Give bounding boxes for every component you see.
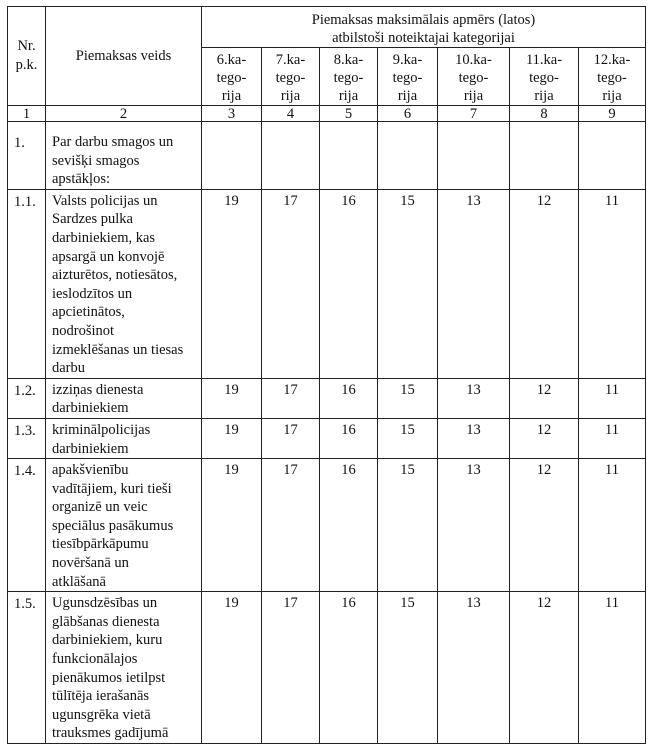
header-max-line-2: atbilstoši noteiktajai kategorijai [332,30,515,46]
value-cell: 13 [438,592,510,744]
value-cell: 19 [202,459,262,592]
value-cell: 19 [202,189,262,378]
row-number: 1.1. [8,189,46,378]
row-description: Par darbu smagos un sevišķi smagos apstākļos: [46,122,202,190]
value-cell: 12 [510,418,579,458]
value-cell: 16 [320,592,378,744]
row-number: 1.4. [8,459,46,592]
header-type-label: Piemaksas veids [75,47,172,64]
table-row [8,418,646,458]
allowance-table [7,6,646,744]
value-cell: 11 [579,189,646,378]
header-max-amount [202,7,646,48]
value-cell: 13 [438,189,510,378]
row-number: 1.2. [8,378,46,418]
table-row [8,122,646,190]
row-number: 1.5. [8,592,46,744]
column-number: 7 [438,106,510,122]
value-cell [510,122,579,190]
column-number: 9 [579,106,646,122]
table-row [8,592,646,744]
value-cell: 12 [510,459,579,592]
value-cell: 17 [262,418,320,458]
column-number: 2 [46,106,202,122]
value-cell [378,122,438,190]
value-cell: 12 [510,189,579,378]
header-category-8: 8.ka- tego- rija [320,48,378,106]
column-number: 8 [510,106,579,122]
header-category-12: 12.ka- tego- rija [579,48,646,106]
value-cell: 16 [320,189,378,378]
header-row-1 [8,7,646,48]
row-description: Ugunsdzēsības un glābšanas dienesta darbiniekiem, kuru funkcionālajos pienākumos ietilpst tūlītēja ierašanās ugunsgrēka vietā trauksmes gadījumā [46,592,202,744]
value-cell: 16 [320,418,378,458]
header-category-9: 9.ka- tego- rija [378,48,438,106]
header-category-7: 7.ka- tego- rija [262,48,320,106]
value-cell: 17 [262,592,320,744]
row-description: izziņas dienesta darbiniekiem [46,378,202,418]
header-category-10: 10.ka- tego- rija [438,48,510,106]
column-number-row [8,106,646,122]
value-cell [320,122,378,190]
value-cell: 11 [579,378,646,418]
value-cell: 19 [202,378,262,418]
value-cell [202,122,262,190]
header-type [46,7,202,106]
value-cell: 12 [510,378,579,418]
header-category-6: 6.ka- tego- rija [202,48,262,106]
row-description: kriminālpolicijas darbiniekiem [46,418,202,458]
value-cell: 15 [378,378,438,418]
value-cell: 15 [378,592,438,744]
column-number: 1 [8,106,46,122]
row-description: apakšvienību vadītājiem, kuri tieši organizē un veic speciālus pasākumus tiesībpārkāpumu novēršanā un atklāšanā [46,459,202,592]
value-cell: 15 [378,459,438,592]
header-nr [8,7,46,106]
value-cell: 13 [438,418,510,458]
value-cell: 17 [262,189,320,378]
table-row [8,189,646,378]
header-category-11: 11.ka- tego- rija [510,48,579,106]
value-cell: 19 [202,418,262,458]
value-cell: 11 [579,459,646,592]
header-max-line-1: Piemaksas maksimālais apmērs (latos) [311,12,536,28]
value-cell: 16 [320,459,378,592]
header-nr-label: Nr. p.k. [15,38,38,73]
value-cell [262,122,320,190]
value-cell [438,122,510,190]
value-cell: 17 [262,459,320,592]
column-number: 5 [320,106,378,122]
value-cell [579,122,646,190]
value-cell: 19 [202,592,262,744]
value-cell: 11 [579,418,646,458]
column-number: 6 [378,106,438,122]
value-cell: 11 [579,592,646,744]
column-number: 4 [262,106,320,122]
value-cell: 15 [378,189,438,378]
row-description: Valsts policijas un Sardzes pulka darbiniekiem, kas apsargā un konvojē aizturētos, notiesātos, ieslodzītos un apcietinātos, nodrošinot izmeklēšanas un tiesas darbu [46,189,202,378]
value-cell: 13 [438,459,510,592]
row-number: 1. [8,122,46,190]
value-cell: 16 [320,378,378,418]
value-cell: 17 [262,378,320,418]
table-row [8,378,646,418]
column-number: 3 [202,106,262,122]
row-number: 1.3. [8,418,46,458]
value-cell: 15 [378,418,438,458]
table-row [8,459,646,592]
value-cell: 12 [510,592,579,744]
value-cell: 13 [438,378,510,418]
